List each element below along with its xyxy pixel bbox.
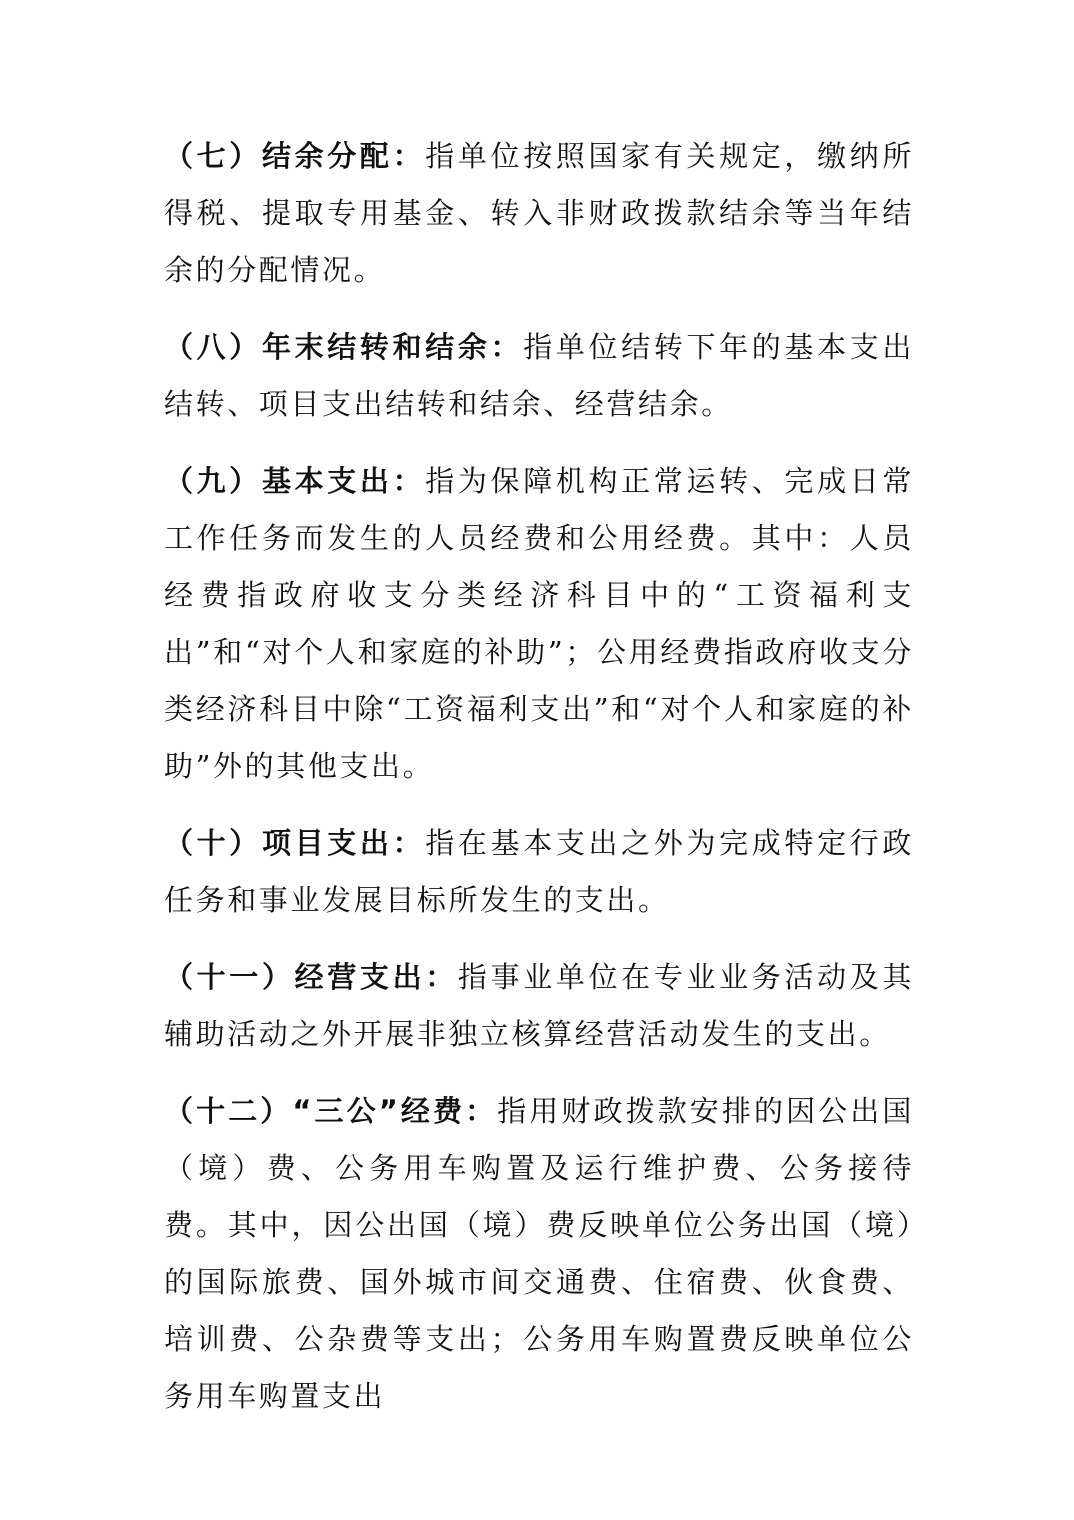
term-definition: 指单位按照国家有关规定，缴纳所得税、提取专用基金、转入非财政拨款结余等当年结余的分配情况。 <box>164 139 914 287</box>
term-definition: 指在基本支出之外为完成特定行政任务和事业发展目标所发生的支出。 <box>164 826 914 917</box>
term-definition: 指用财政拨款安排的因公出国（境）费、公务用车购置及运行维护费、公务接待费。其中，因公出国（境）费反映单位公务出国（境）的国际旅费、国外城市间交通费、住宿费、伙食费、培训费、公杂费等支出；公务用车购置费反映单位公务用车购置支出 <box>164 1094 914 1413</box>
term-definition: 指为保障机构正常运转、完成日常工作任务而发生的人员经费和公用经费。其中：人员经费指政府收支分类经济科目中的“工资福利支出”和“对个人和家庭的补助”；公用经费指政府收支分类经济科目中除“工资福利支出”和“对个人和家庭的补助”外的其他支出。 <box>164 464 914 783</box>
paragraph-year-end-carryover <box>164 319 914 433</box>
paragraph-surplus-distribution <box>164 128 914 299</box>
term-label: （七）结余分配： <box>164 139 426 173</box>
term-label: （十二）“三公”经费： <box>164 1094 498 1128</box>
term-label: （十一）经营支出： <box>164 960 458 994</box>
document-page <box>164 128 914 1425</box>
term-label: （十）项目支出： <box>164 826 426 860</box>
paragraph-basic-expenditure <box>164 453 914 795</box>
paragraph-three-public-expenses <box>164 1083 914 1425</box>
term-definition: 指单位结转下年的基本支出结转、项目支出结转和结余、经营结余。 <box>164 330 914 421</box>
term-definition: 指事业单位在专业业务活动及其辅助活动之外开展非独立核算经营活动发生的支出。 <box>164 960 914 1051</box>
paragraph-operating-expenditure <box>164 949 914 1063</box>
paragraph-project-expenditure <box>164 815 914 929</box>
term-label: （八）年末结转和结余： <box>164 330 524 364</box>
term-label: （九）基本支出： <box>164 464 426 498</box>
